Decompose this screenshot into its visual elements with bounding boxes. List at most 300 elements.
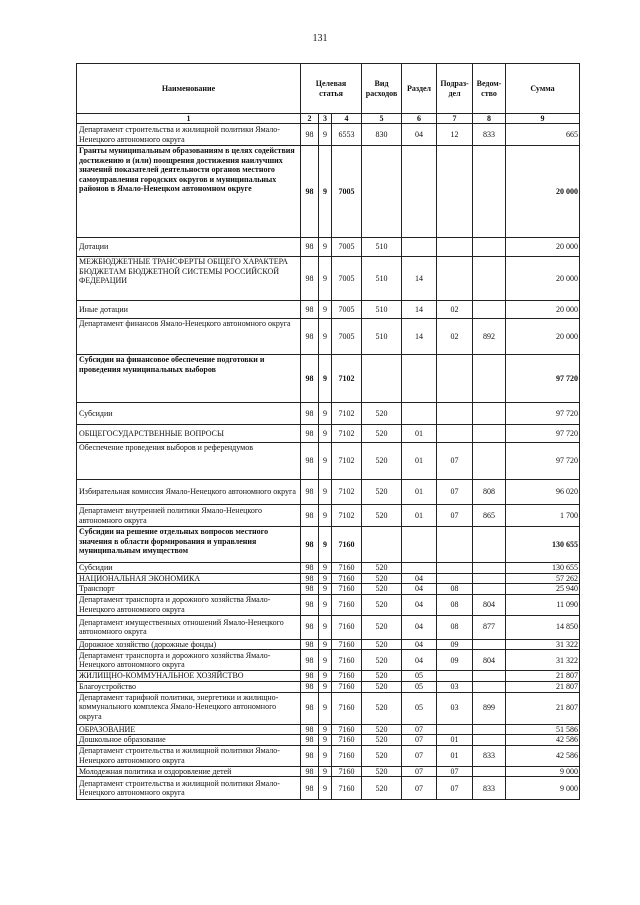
row-name: Обеспечение проведения выборов и референдумов — [77, 443, 301, 480]
row-expense-type: 510 — [362, 319, 402, 355]
column-number: 8 — [473, 114, 506, 124]
table-row — [77, 735, 580, 746]
row-sum: 42 586 — [506, 745, 580, 766]
row-target-part1: 98 — [301, 443, 319, 480]
row-section — [402, 146, 437, 238]
row-target-part2: 9 — [319, 681, 332, 692]
row-name: Департамент строительства и жилищной политики Ямало-Ненецкого автономного округа — [77, 124, 301, 146]
row-sum: 21 807 — [506, 692, 580, 724]
row-target-part3: 7160 — [332, 671, 362, 682]
table-row — [77, 301, 580, 319]
table-row — [77, 238, 580, 257]
row-expense-type: 520 — [362, 443, 402, 480]
row-target-part2: 9 — [319, 443, 332, 480]
row-target-part2: 9 — [319, 301, 332, 319]
row-expense-type — [362, 146, 402, 238]
row-target-part1: 98 — [301, 639, 319, 650]
row-expense-type — [362, 355, 402, 403]
row-target-part3: 7160 — [332, 584, 362, 595]
row-section: 07 — [402, 766, 437, 777]
row-department: 877 — [473, 615, 506, 639]
row-name: Департамент внутренней политики Ямало-Ненецкого автономного округа — [77, 505, 301, 527]
row-sum: 20 000 — [506, 238, 580, 257]
row-subsection — [437, 563, 473, 574]
table-row — [77, 355, 580, 403]
row-target-part3: 7160 — [332, 692, 362, 724]
row-target-part1: 98 — [301, 745, 319, 766]
row-target-part3: 7160 — [332, 777, 362, 800]
header-subsection: Подраз-дел — [437, 64, 473, 114]
row-target-part2: 9 — [319, 766, 332, 777]
row-section — [402, 238, 437, 257]
row-sum: 31 322 — [506, 650, 580, 671]
row-section: 07 — [402, 745, 437, 766]
row-subsection: 02 — [437, 301, 473, 319]
row-sum: 96 020 — [506, 480, 580, 505]
row-department — [473, 301, 506, 319]
budget-table — [76, 63, 580, 800]
table-body — [77, 124, 580, 800]
row-department — [473, 403, 506, 425]
row-target-part3: 7160 — [332, 573, 362, 584]
row-target-part1: 98 — [301, 319, 319, 355]
row-target-part3: 7160 — [332, 735, 362, 746]
row-target-part2: 9 — [319, 615, 332, 639]
row-target-part2: 9 — [319, 563, 332, 574]
row-section: 05 — [402, 671, 437, 682]
row-target-part2: 9 — [319, 745, 332, 766]
row-target-part3: 7102 — [332, 403, 362, 425]
row-target-part3: 7102 — [332, 443, 362, 480]
row-department: 865 — [473, 505, 506, 527]
row-target-part1: 98 — [301, 403, 319, 425]
row-expense-type: 520 — [362, 745, 402, 766]
row-target-part1: 98 — [301, 425, 319, 443]
row-sum: 97 720 — [506, 425, 580, 443]
row-target-part2: 9 — [319, 594, 332, 615]
row-sum: 97 720 — [506, 443, 580, 480]
row-sum: 665 — [506, 124, 580, 146]
row-target-part2: 9 — [319, 146, 332, 238]
row-sum: 20 000 — [506, 319, 580, 355]
row-target-part3: 7160 — [332, 650, 362, 671]
row-section — [402, 527, 437, 563]
row-section: 07 — [402, 777, 437, 800]
row-target-part1: 98 — [301, 650, 319, 671]
row-section: 01 — [402, 505, 437, 527]
row-name: Департамент транспорта и дорожного хозяйства Ямало-Ненецкого автономного округа — [77, 594, 301, 615]
row-section: 04 — [402, 615, 437, 639]
row-subsection — [437, 146, 473, 238]
table-row — [77, 671, 580, 682]
column-number: 3 — [319, 114, 332, 124]
row-section: 01 — [402, 443, 437, 480]
row-target-part3: 7102 — [332, 425, 362, 443]
row-expense-type: 510 — [362, 257, 402, 301]
row-target-part3: 7160 — [332, 615, 362, 639]
row-expense-type: 520 — [362, 777, 402, 800]
header-section: Раздел — [402, 64, 437, 114]
row-expense-type: 510 — [362, 301, 402, 319]
row-section: 07 — [402, 735, 437, 746]
column-number: 4 — [332, 114, 362, 124]
row-target-part3: 7160 — [332, 681, 362, 692]
row-subsection — [437, 257, 473, 301]
row-target-part3: 7160 — [332, 766, 362, 777]
row-target-part1: 98 — [301, 527, 319, 563]
table-row — [77, 639, 580, 650]
row-subsection — [437, 671, 473, 682]
row-subsection: 07 — [437, 777, 473, 800]
row-subsection: 08 — [437, 615, 473, 639]
row-name: ЖИЛИЩНО-КОММУНАЛЬНОЕ ХОЗЯЙСТВО — [77, 671, 301, 682]
row-name: ОБЩЕГОСУДАРСТВЕННЫЕ ВОПРОСЫ — [77, 425, 301, 443]
row-section: 04 — [402, 584, 437, 595]
row-section — [402, 563, 437, 574]
row-target-part3: 7160 — [332, 563, 362, 574]
row-sum: 20 000 — [506, 301, 580, 319]
row-target-part3: 7005 — [332, 257, 362, 301]
row-expense-type: 520 — [362, 563, 402, 574]
row-sum: 97 720 — [506, 355, 580, 403]
row-name: Департамент имущественных отношений Ямало-Ненецкого автономного округа — [77, 615, 301, 639]
row-section: 14 — [402, 319, 437, 355]
row-section: 04 — [402, 639, 437, 650]
row-expense-type: 520 — [362, 692, 402, 724]
row-sum: 9 000 — [506, 777, 580, 800]
row-target-part2: 9 — [319, 692, 332, 724]
table-row — [77, 615, 580, 639]
row-expense-type: 520 — [362, 594, 402, 615]
table-row — [77, 425, 580, 443]
row-section: 01 — [402, 425, 437, 443]
row-subsection — [437, 238, 473, 257]
row-expense-type: 510 — [362, 238, 402, 257]
row-expense-type: 520 — [362, 681, 402, 692]
row-subsection: 12 — [437, 124, 473, 146]
row-target-part1: 98 — [301, 766, 319, 777]
table-row — [77, 124, 580, 146]
row-name: Департамент финансов Ямало-Ненецкого автономного округа — [77, 319, 301, 355]
header-department: Ведом-ство — [473, 64, 506, 114]
row-target-part1: 98 — [301, 301, 319, 319]
row-target-part1: 98 — [301, 146, 319, 238]
row-name: Гранты муниципальным образованиям в целях содействия достижению и (или) поощрения достижения наилучших значений показателей деятельности органов местного самоуправления городских округов и муниципальных районов в Ямало-Ненецком автономном округе — [77, 146, 301, 238]
column-number: 2 — [301, 114, 319, 124]
row-target-part2: 9 — [319, 724, 332, 735]
row-department — [473, 527, 506, 563]
row-subsection: 01 — [437, 735, 473, 746]
row-department — [473, 563, 506, 574]
row-target-part2: 9 — [319, 505, 332, 527]
table-row — [77, 527, 580, 563]
row-section: 04 — [402, 124, 437, 146]
row-target-part2: 9 — [319, 584, 332, 595]
row-name: Субсидии на решение отдельных вопросов местного значения в области формирования и управления муниципальным имуществом — [77, 527, 301, 563]
row-department: 804 — [473, 650, 506, 671]
row-target-part1: 98 — [301, 671, 319, 682]
row-subsection: 08 — [437, 594, 473, 615]
table-row — [77, 692, 580, 724]
row-expense-type: 520 — [362, 735, 402, 746]
row-expense-type: 520 — [362, 505, 402, 527]
row-sum: 57 262 — [506, 573, 580, 584]
row-sum: 11 090 — [506, 594, 580, 615]
row-department — [473, 735, 506, 746]
row-subsection — [437, 724, 473, 735]
row-name: Субсидии — [77, 403, 301, 425]
row-target-part1: 98 — [301, 257, 319, 301]
column-number: 7 — [437, 114, 473, 124]
row-subsection: 09 — [437, 639, 473, 650]
row-sum: 25 940 — [506, 584, 580, 595]
row-target-part1: 98 — [301, 573, 319, 584]
row-target-part2: 9 — [319, 639, 332, 650]
row-expense-type: 520 — [362, 650, 402, 671]
table-row — [77, 650, 580, 671]
row-sum: 20 000 — [506, 146, 580, 238]
row-target-part3: 7102 — [332, 355, 362, 403]
row-target-part2: 9 — [319, 319, 332, 355]
row-target-part3: 7160 — [332, 594, 362, 615]
row-section: 14 — [402, 301, 437, 319]
row-section: 04 — [402, 650, 437, 671]
row-department: 833 — [473, 777, 506, 800]
header-row — [77, 64, 580, 114]
header-sum: Сумма — [506, 64, 580, 114]
row-sum: 9 000 — [506, 766, 580, 777]
row-expense-type: 830 — [362, 124, 402, 146]
table-row — [77, 443, 580, 480]
row-target-part2: 9 — [319, 650, 332, 671]
row-sum: 31 322 — [506, 639, 580, 650]
row-section — [402, 355, 437, 403]
row-sum: 14 850 — [506, 615, 580, 639]
row-department: 892 — [473, 319, 506, 355]
table-row — [77, 724, 580, 735]
row-name: Дорожное хозяйство (дорожные фонды) — [77, 639, 301, 650]
row-subsection: 07 — [437, 505, 473, 527]
row-target-part3: 7102 — [332, 480, 362, 505]
row-section: 05 — [402, 681, 437, 692]
row-subsection: 02 — [437, 319, 473, 355]
row-department — [473, 584, 506, 595]
row-sum: 130 655 — [506, 563, 580, 574]
row-department — [473, 573, 506, 584]
row-target-part2: 9 — [319, 355, 332, 403]
row-target-part2: 9 — [319, 124, 332, 146]
table-row — [77, 319, 580, 355]
row-subsection: 03 — [437, 692, 473, 724]
row-name: Избирательная комиссия Ямало-Ненецкого автономного округа — [77, 480, 301, 505]
row-department — [473, 724, 506, 735]
table-row — [77, 681, 580, 692]
row-target-part1: 98 — [301, 735, 319, 746]
row-name: ОБРАЗОВАНИЕ — [77, 724, 301, 735]
row-sum: 97 720 — [506, 403, 580, 425]
table-row — [77, 745, 580, 766]
row-section: 05 — [402, 692, 437, 724]
row-expense-type: 520 — [362, 403, 402, 425]
row-target-part2: 9 — [319, 480, 332, 505]
row-target-part3: 7160 — [332, 639, 362, 650]
row-name: МЕЖБЮДЖЕТНЫЕ ТРАНСФЕРТЫ ОБЩЕГО ХАРАКТЕРА БЮДЖЕТАМ БЮДЖЕТНОЙ СИСТЕМЫ РОССИЙСКОЙ ФЕДЕРАЦИИ — [77, 257, 301, 301]
row-department: 899 — [473, 692, 506, 724]
row-expense-type: 520 — [362, 480, 402, 505]
page-number: 131 — [312, 33, 328, 44]
table-row — [77, 573, 580, 584]
row-target-part2: 9 — [319, 425, 332, 443]
row-target-part1: 98 — [301, 692, 319, 724]
row-subsection: 08 — [437, 584, 473, 595]
row-department — [473, 355, 506, 403]
row-department — [473, 146, 506, 238]
table-row — [77, 505, 580, 527]
row-section: 04 — [402, 594, 437, 615]
row-expense-type: 520 — [362, 573, 402, 584]
table-row — [77, 766, 580, 777]
row-target-part1: 98 — [301, 615, 319, 639]
row-department: 804 — [473, 594, 506, 615]
row-target-part3: 7005 — [332, 301, 362, 319]
row-subsection: 03 — [437, 681, 473, 692]
row-section: 14 — [402, 257, 437, 301]
row-name: Департамент тарифной политики, энергетики и жилищно-коммунального комплекса Ямало-Ненецкого автономного округа — [77, 692, 301, 724]
row-target-part2: 9 — [319, 238, 332, 257]
row-subsection: 01 — [437, 745, 473, 766]
row-department — [473, 766, 506, 777]
row-expense-type: 520 — [362, 724, 402, 735]
row-department: 808 — [473, 480, 506, 505]
row-name: Субсидии на финансовое обеспечение подготовки и проведения муниципальных выборов — [77, 355, 301, 403]
column-number-row — [77, 114, 580, 124]
row-expense-type: 520 — [362, 671, 402, 682]
table-row — [77, 257, 580, 301]
row-target-part3: 7005 — [332, 146, 362, 238]
table-row — [77, 403, 580, 425]
row-subsection: 09 — [437, 650, 473, 671]
column-number: 5 — [362, 114, 402, 124]
column-number: 9 — [506, 114, 580, 124]
row-subsection — [437, 403, 473, 425]
row-subsection — [437, 425, 473, 443]
table-row — [77, 563, 580, 574]
header-expense-type: Вид расходов — [362, 64, 402, 114]
row-sum: 42 586 — [506, 735, 580, 746]
table-row — [77, 777, 580, 800]
row-target-part1: 98 — [301, 238, 319, 257]
row-name: НАЦИОНАЛЬНАЯ ЭКОНОМИКА — [77, 573, 301, 584]
row-subsection — [437, 573, 473, 584]
header-name: Наименование — [77, 64, 301, 114]
row-section: 01 — [402, 480, 437, 505]
row-expense-type: 520 — [362, 584, 402, 595]
row-department: 833 — [473, 745, 506, 766]
row-target-part1: 98 — [301, 594, 319, 615]
row-target-part2: 9 — [319, 527, 332, 563]
row-subsection: 07 — [437, 480, 473, 505]
row-subsection: 07 — [437, 766, 473, 777]
table-row — [77, 584, 580, 595]
row-section: 07 — [402, 724, 437, 735]
table-row — [77, 594, 580, 615]
row-expense-type: 520 — [362, 766, 402, 777]
row-target-part1: 98 — [301, 124, 319, 146]
row-name: Благоустройство — [77, 681, 301, 692]
row-department — [473, 443, 506, 480]
table-row — [77, 146, 580, 238]
header-target-article: Целевая статья — [301, 64, 362, 114]
row-target-part2: 9 — [319, 777, 332, 800]
row-department — [473, 238, 506, 257]
row-expense-type — [362, 527, 402, 563]
row-name: Молодежная политика и оздоровление детей — [77, 766, 301, 777]
row-section — [402, 403, 437, 425]
row-sum: 1 700 — [506, 505, 580, 527]
row-department: 833 — [473, 124, 506, 146]
row-target-part1: 98 — [301, 584, 319, 595]
column-number: 6 — [402, 114, 437, 124]
row-expense-type: 520 — [362, 425, 402, 443]
row-target-part3: 7160 — [332, 745, 362, 766]
row-name: Дотации — [77, 238, 301, 257]
row-target-part2: 9 — [319, 573, 332, 584]
row-sum: 20 000 — [506, 257, 580, 301]
row-target-part2: 9 — [319, 735, 332, 746]
row-target-part1: 98 — [301, 563, 319, 574]
row-name: Иные дотации — [77, 301, 301, 319]
row-target-part2: 9 — [319, 671, 332, 682]
row-subsection — [437, 527, 473, 563]
row-name: Департамент строительства и жилищной политики Ямало-Ненецкого автономного округа — [77, 745, 301, 766]
row-name: Дошкольное образование — [77, 735, 301, 746]
row-name: Транспорт — [77, 584, 301, 595]
row-target-part1: 98 — [301, 355, 319, 403]
row-expense-type: 520 — [362, 639, 402, 650]
row-department — [473, 425, 506, 443]
row-expense-type: 520 — [362, 615, 402, 639]
row-subsection — [437, 355, 473, 403]
row-department — [473, 639, 506, 650]
row-sum: 21 807 — [506, 681, 580, 692]
row-target-part1: 98 — [301, 724, 319, 735]
row-target-part3: 6553 — [332, 124, 362, 146]
row-target-part3: 7102 — [332, 505, 362, 527]
row-target-part1: 98 — [301, 480, 319, 505]
column-number: 1 — [77, 114, 301, 124]
row-target-part1: 98 — [301, 681, 319, 692]
row-target-part1: 98 — [301, 777, 319, 800]
row-name: Департамент строительства и жилищной политики Ямало-Ненецкого автономного округа — [77, 777, 301, 800]
row-sum: 51 586 — [506, 724, 580, 735]
row-department — [473, 671, 506, 682]
table-row — [77, 480, 580, 505]
row-subsection: 07 — [437, 443, 473, 480]
row-name: Субсидии — [77, 563, 301, 574]
row-target-part3: 7160 — [332, 724, 362, 735]
row-target-part2: 9 — [319, 403, 332, 425]
row-sum: 130 655 — [506, 527, 580, 563]
row-sum: 21 807 — [506, 671, 580, 682]
row-department — [473, 681, 506, 692]
row-target-part2: 9 — [319, 257, 332, 301]
row-department — [473, 257, 506, 301]
row-target-part3: 7005 — [332, 238, 362, 257]
row-name: Департамент транспорта и дорожного хозяйства Ямало-Ненецкого автономного округа — [77, 650, 301, 671]
row-section: 04 — [402, 573, 437, 584]
row-target-part3: 7005 — [332, 319, 362, 355]
row-target-part3: 7160 — [332, 527, 362, 563]
